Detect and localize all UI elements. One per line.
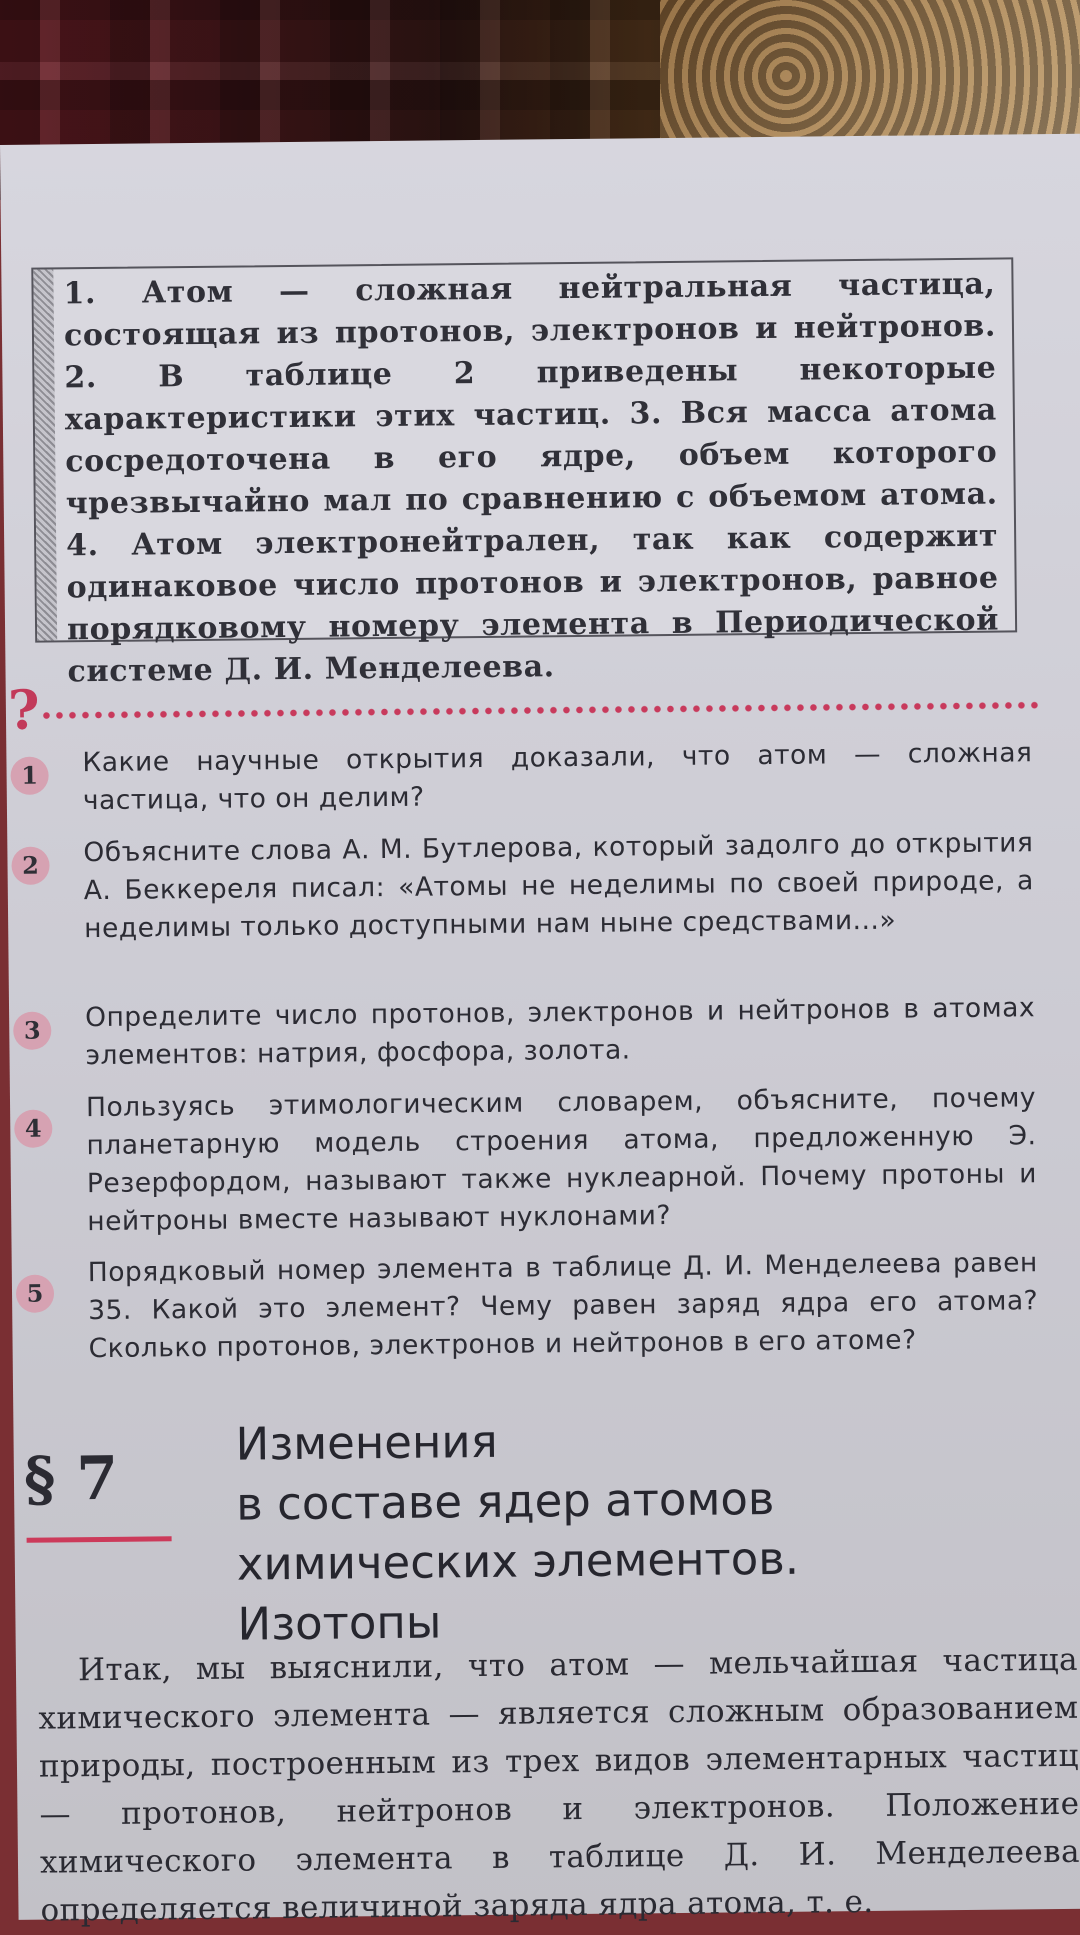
summary-box [31,257,1017,690]
section-title-line: Изменения [235,1414,498,1471]
question-number-badge: 2 [11,847,49,885]
question-item-2 [7,824,1067,945]
question-text: Определите число протонов, электронов и нейтронов в атомах элементов: натрия, фосфора, золота. [84,992,1036,1072]
question-number-badge: 5 [16,1274,54,1312]
question-number-badge: 3 [13,1012,51,1050]
section-title-line: в составе ядер атомов [235,1471,775,1531]
questions-marker: ? [7,677,40,742]
question-number-badge: 4 [14,1110,52,1148]
question-text: Объясните слова А. М. Бутлерова, который задолго до открытия А. Беккереля писал: «Атомы не неделимы по своей природе, а неделимы только доступными нам ныне средствами...» [83,827,1034,945]
section-title-line: Изотопы [237,1595,442,1651]
summary-text: 1. Атом — сложная нейтральная частица, состоящая из протонов, электронов и нейтронов. 2. В таблице 2 приведены некоторые характеристики этих частиц. 3. Вся масса атома сосредоточена в его ядре, объем которого чрезвычайно мал по сравнению с объемом атома. 4. Атом электронейтрален, так как содержит одинаковое число протонов и электронов, равное порядковому номеру элемента в Периодической системе Д. И. Менделеева. [63,266,1000,690]
question-item-1 [6,734,1066,817]
question-item-4 [10,1079,1070,1238]
question-item-3 [9,989,1069,1072]
summary-box-hatch-strip [33,269,57,640]
book-page [0,134,1080,1929]
section-title [235,1406,1057,1655]
question-text: Пользуясь этимологическим словарем, объясните, почему планетарную модель строения атома, предложенную Э. Резерфордом, называют также нуклеарной. Почему протоны и нейтроны вместе называют нуклонами? [85,1082,1037,1238]
dotted-divider [40,700,1040,720]
question-text: Порядковый номер элемента в таблице Д. И. Менделеева равен 35. Какой это элемент? Чему равен заряд ядра его атома? Сколько протонов, электронов и нейтронов в его атоме? [87,1247,1039,1365]
question-item-5 [12,1244,1072,1365]
question-text: Какие научные открытия доказали, что атом — сложная частица, что он делим? [82,737,1033,817]
section-underline [27,1536,172,1543]
question-number-badge: 1 [10,757,48,795]
body-paragraph: Итак, мы выяснили, что атом — мельчайшая частица химического элемента — является сложным образованием природы, построенным из трех видов элементарных частиц — протонов, нейтронов и электронов. Положение химического элемента в таблице Д. И. Менделеева определяется величиной заряда ядра атома, т. е. [38,1641,1080,1929]
section-title-line: химических элементов. [236,1531,800,1591]
section-number: § 7 [23,1443,119,1515]
